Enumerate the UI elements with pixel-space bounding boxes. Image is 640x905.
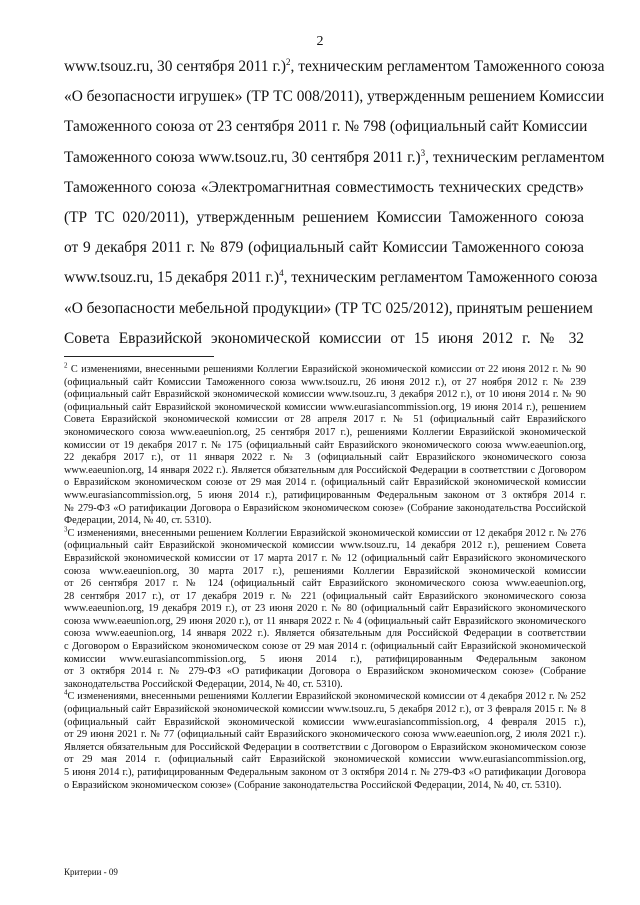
body-line: www.tsouz.ru, 30 сентября 2011 г.)$^2$, техническим регламентом Таможенного союза	[64, 56, 605, 75]
body-line: www.tsouz.ru, 15 декабря 2011 г.)$^4$, техническим регламентом Таможенного союза	[64, 268, 598, 287]
footnote-marker: 4	[64, 689, 68, 698]
footnote-marker: 3	[64, 525, 68, 534]
footnote-ref[interactable]: 3	[420, 147, 426, 158]
body-line: «О безопасности мебельной продукции» (ТР ТС 025/2012), принятым решением	[64, 299, 593, 317]
body-line: Таможенного союза «Электромагнитная совместимость технических средств»	[64, 178, 584, 196]
footnotes	[64, 361, 586, 792]
footnote-marker: 2	[64, 361, 68, 370]
footnote-3: $^3$С изменениями, внесенными решением Коллегии Евразийской экономической комиссии от 12 декабря 2012 г. № 276 (официальный сайт Евразийской экономической комиссии www.tsouz.ru, 14 декабря 2012 г.), решением Совета Евразийской экономической комиссии от 17 марта 2017 г. № 12 (официальный сайт Евразийского экономического союза www.eaeunion.org, 30 марта 2017 г.), решениями Коллегии Евразийской экономической комиссии от 26 сентября 2017 г. № 124 (официальный сайт Евразийского экономического союза www.eaeunion.org, 28 сентября 2017 г.), от 17 декабря 2019 г. № 221 (официальный сайт Евразийского экономического союза www.eaeunion.org, 19 декабря 2019 г.), от 23 июня 2020 г. № 80 (официальный сайт Евразийского экономического союза www.eaeunion.org, 29 июня 2020 г.), от 11 января 2022 г. № 4 (официальный сайт Евразийского экономического союза www.eaeunion.org, 14 января 2022 г.). Является обязательным для Российской Федерации в соответствии с Договором о Евразийском экономическом союзе от 29 мая 2014 г. (официальный сайт Евразийской экономической комиссии www.eurasiancommission.org, 5 июня 2014 г.), ратифицированным Федеральным законом от 3 октября 2014 г. № 279-ФЗ «О ратификации Договора о Евразийском экономическом союзе» (Собрание законодательства Российской Федерации, 2014, № 40, ст. 5310).	[64, 525, 586, 690]
footnote-ref[interactable]: 2	[286, 56, 291, 67]
body-line: Таможенного союза www.tsouz.ru, 30 сентября 2011 г.)$^3$, техническим регламентом	[64, 147, 605, 166]
body-line: от 9 декабря 2011 г. № 879 (официальный сайт Комиссии Таможенного союза	[64, 239, 584, 257]
footnote-ref[interactable]: 4	[279, 268, 284, 279]
footnote-4: $^4$С изменениями, внесенными решениями Коллегии Евразийской экономической комиссии от 4 декабря 2012 г. № 252 (официальный сайт Евразийской экономической комиссии www.tsouz.ru, 5 декабря 2012 г.), от 3 февраля 2015 г. № 8 (официальный сайт Евразийской экономической комиссии www.eurasiancommission.org, 4 февраля 2015 г.), от 29 июня 2021 г. № 77 (официальный сайт Евразийского экономического союза www.eaeunion.org, 2 июля 2021 г.). Является обязательным для Российской Федерации в соответствии с Договором о Евразийском экономическом союзе от 29 мая 2014 г. (официальный сайт Евразийской экономической комиссии www.eurasiancommission.org, 5 июня 2014 г.), ратифицированным Федеральным законом от 3 октября 2014 г. № 279-ФЗ «О ратификации Договора о Евразийском экономическом союзе» (Собрание законодательства Российской Федерации, 2014, № 40, ст. 5310).	[64, 689, 586, 791]
body-line: Таможенного союза от 23 сентября 2011 г. № 798 (официальный сайт Комиссии	[64, 118, 588, 136]
footer-label: Критерии - 09	[64, 867, 118, 877]
footnote-separator	[64, 356, 214, 357]
body-line: «О безопасности игрушек» (ТР ТС 008/2011), утвержденным решением Комиссии	[64, 88, 605, 106]
footnote-2: $^2$ С изменениями, внесенными решениями Коллегии Евразийской экономической комиссии от 22 июня 2012 г. № 90 (официальный сайт Комиссии Таможенного союза www.tsouz.ru, 26 июня 2012 г.), от 27 ноября 2012 г. № 239 (официальный сайт Евразийской экономической комиссии www.tsouz.ru, 3 декабря 2012 г.), от 10 июня 2014 г. № 90 (официальный сайт Евразийской экономической комиссии www.eurasiancommission.org, 19 июня 2014 г.), решением Совета Евразийской экономической комиссии от 28 апреля 2017 г. № 51 (официальный сайт Евразийского экономического союза www.eaeunion.org, 25 сентября 2017 г.), решениями Коллегии Евразийской экономической комиссии от 19 декабря 2017 г. № 175 (официальный сайт Евразийского экономического союза www.eaeunion.org, 22 декабря 2017 г.), от 11 января 2022 г. № 3 (официальный сайт Евразийского экономического союза www.eaeunion.org, 14 января 2022 г.). Является обязательным для Российской Федерации в соответствии с Договором о Евразийском экономическом союзе от 29 мая 2014 г. (официальный сайт Евразийской экономической комиссии www.eurasiancommission.org, 5 июня 2014 г.), ратифицированным Федеральным законом от 3 октября 2014 г. № 279-ФЗ «О ратификации Договора о Евразийском экономическом союзе» (Собрание законодательства Российской Федерации, 2014, № 40, ст. 5310).	[64, 361, 586, 527]
body-text	[64, 52, 605, 354]
body-line: (ТР ТС 020/2011), утвержденным решением Комиссии Таможенного союза	[64, 208, 584, 226]
body-line: Совета Евразийской экономической комиссии от 15 июня 2012 г. № 32	[64, 329, 584, 347]
page-number: 2	[316, 34, 324, 49]
